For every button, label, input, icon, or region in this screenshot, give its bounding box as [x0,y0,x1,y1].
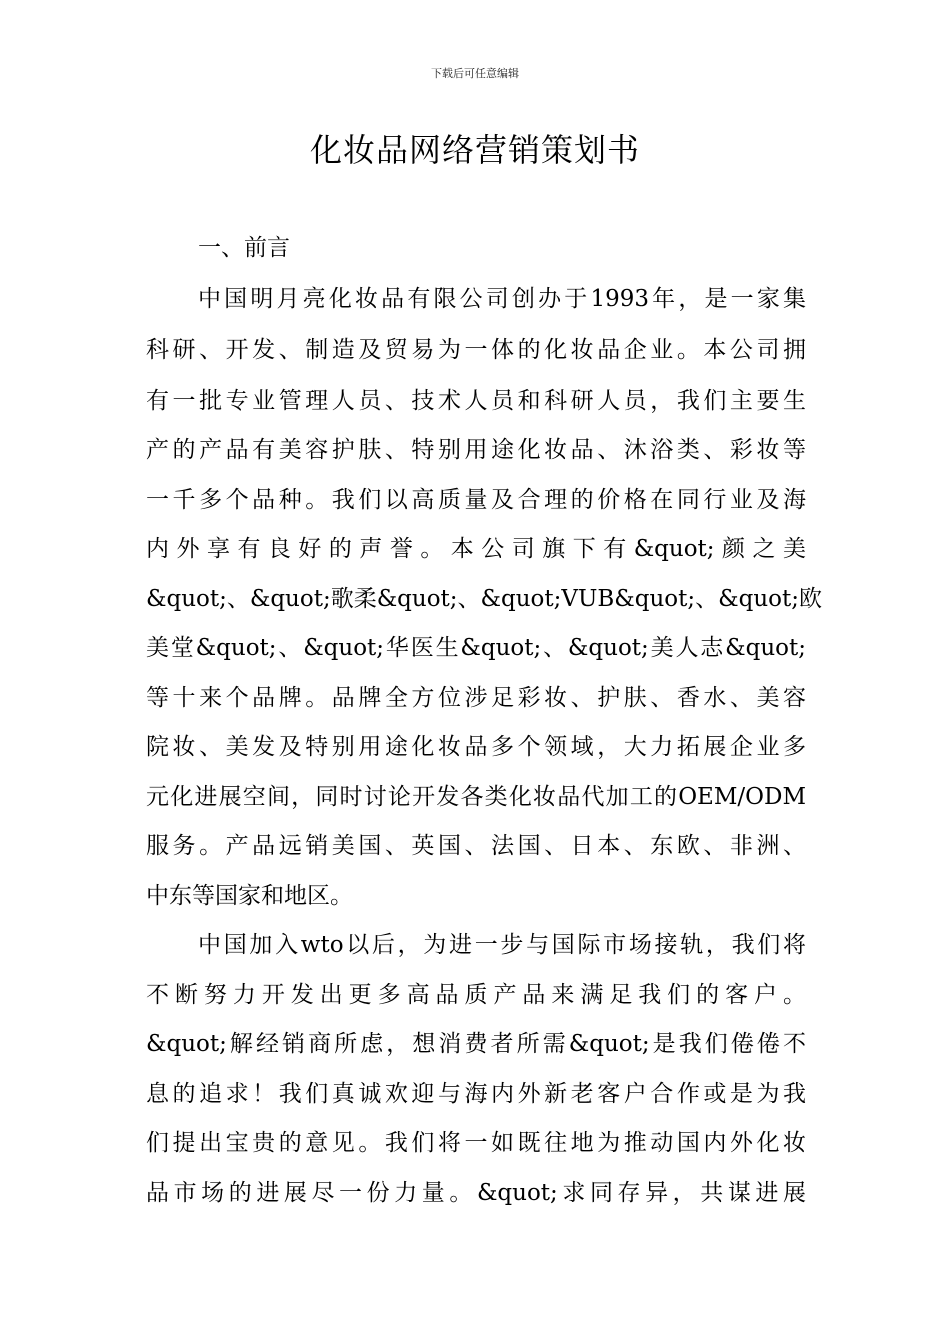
body-line: 们提出宝贵的意见。我们将一如既往地为推动国内外化妆 [146,1130,806,1156]
body-line: 不断努力开发出更多高品质产品来满足我们的客户。 [146,982,806,1008]
body-line: &quot;解经销商所虑，想消费者所需&quot;是我们倦倦不 [146,1031,806,1057]
body-line: 内外享有良好的声誉。本公司旗下有&quot;颜之美 [146,536,806,562]
header-note: 下载后可任意编辑 [431,67,519,80]
body-line: 产的产品有美容护肤、特别用途化妆品、沐浴类、彩妆等 [146,437,806,463]
body-line: 美堂&quot;、&quot;华医生&quot;、&quot;美人志&quot; [146,635,806,661]
document-title: 化妆品网络营销策划书 [309,131,640,169]
body-line: 有一批专业管理人员、技术人员和科研人员，我们主要生 [146,388,806,414]
body-line: 院妆、美发及特别用途化妆品多个领域，大力拓展企业多 [146,734,806,760]
body-line: 中国加入wto以后，为进一步与国际市场接轨，我们将 [198,932,806,958]
body-line: &quot;、&quot;歌柔&quot;、&quot;VUB&quot;、&quot;欧 [146,586,822,612]
body-line: 品市场的进展尽一份力量。&quot;求同存异，共谋进展 [146,1180,806,1206]
body-line: 息的追求！我们真诚欢迎与海内外新老客户合作或是为我 [146,1081,806,1107]
body-line: 中东等国家和地区。 [146,883,353,909]
body-line: 科研、开发、制造及贸易为一体的化妆品企业。本公司拥 [146,337,806,363]
body-line: 等十来个品牌。品牌全方位涉足彩妆、护肤、香水、美容 [146,685,806,711]
body-line: 中国明月亮化妆品有限公司创办于1993年，是一家集 [198,286,806,312]
body-line: 服务。产品远销美国、英国、法国、日本、东欧、非洲、 [146,833,806,859]
body-line: 元化进展空间，同时讨论开发各类化妆品代加工的OEM/ODM [146,784,806,810]
body-line: 一千多个品种。我们以高质量及合理的价格在同行业及海 [146,487,806,513]
section-heading-preface: 一、前言 [198,235,290,261]
